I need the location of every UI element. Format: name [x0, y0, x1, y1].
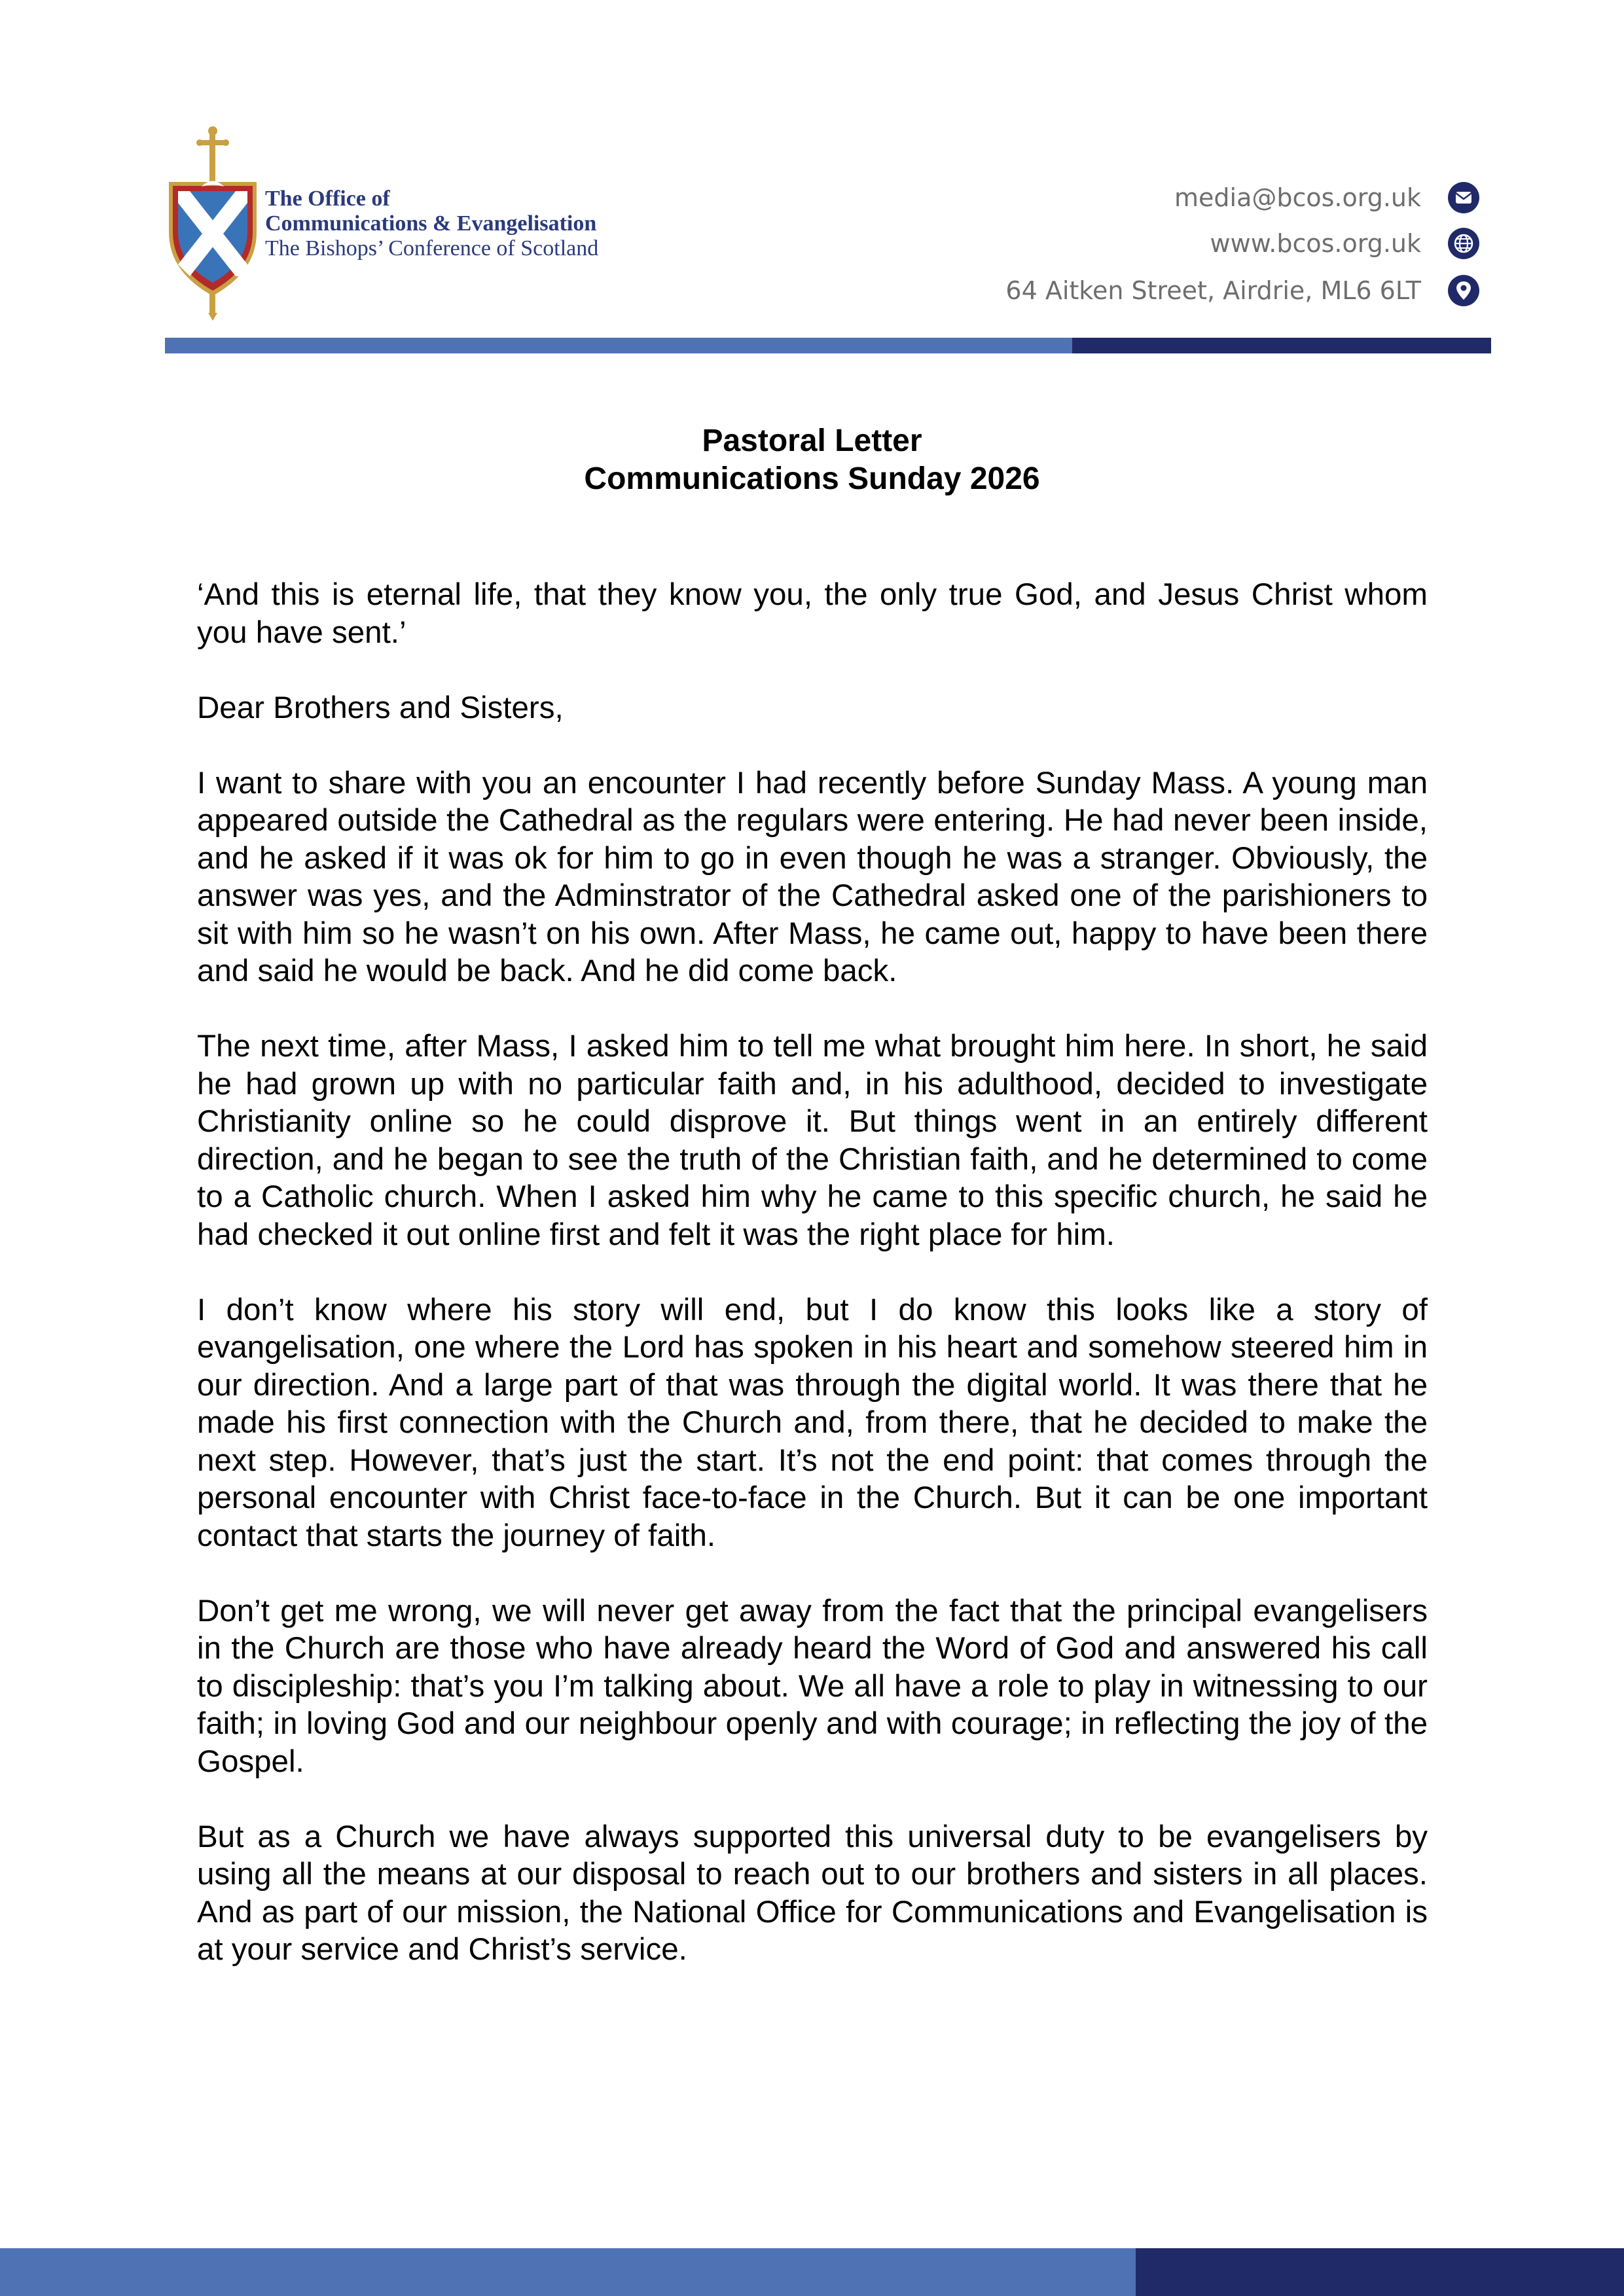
- header-rule-dark: [1072, 338, 1491, 353]
- salutation: Dear Brothers and Sisters,: [197, 690, 564, 725]
- location-pin-icon: [1447, 274, 1480, 307]
- envelope-icon: [1447, 181, 1480, 214]
- paragraph: I don’t know where his story will end, but I do know this looks like a story of evangelisation, one where the Lord has spoken in his heart and somehow steered him in our direction. And a large part of that was through the digital world. It was there that he made his first connection with the Church and, from there, that he decided to make the next step. However, that’s just the start. It’s not the end point: that comes through the personal encounter with Christ face-to-face in the Church. But it can be one important contact that starts the journey of faith.: [197, 1292, 1428, 1553]
- contact-email-row: [1174, 178, 1480, 217]
- scripture-quote: ‘And this is eternal life, that they know you, the only true God, and Jesus Christ whom you have sent.’: [197, 577, 1428, 650]
- paragraph: I want to share with you an encounter I had recently before Sunday Mass. A young man appeared outside the Cathedral as the regulars were entering. He had never been inside, and he asked if it was ok for him to go in even though he was a stranger. Obviously, the answer was yes, and the Adminstrator of the Cathedral asked one of the parishioners to sit with him so he wasn’t on his own. After Mass, he came out, happy to have been there and said he would be back. And he did come back.: [197, 765, 1428, 988]
- globe-icon: [1447, 227, 1480, 260]
- org-name-line3: The Bishops’ Conference of Scotland: [265, 236, 599, 260]
- title-line2: Communications Sunday 2026: [584, 461, 1040, 496]
- org-name-line1: The Office of: [265, 187, 390, 211]
- contact-email[interactable]: media@bcos.org.uk: [1174, 183, 1421, 212]
- crest-icon: [164, 124, 262, 321]
- paragraph: But as a Church we have always supported this universal duty to be evangelisers by using all the means at our disposal to reach out to our brothers and sisters in all places. And as part of our mission, the National Office for Communications and Evangelisation is at your service and Christ’s service.: [197, 1819, 1428, 1967]
- contact-address-row: [1005, 271, 1480, 310]
- footer-band-light: [0, 2248, 1136, 2296]
- paragraph: The next time, after Mass, I asked him to tell me what brought him here. In short, he said he had grown up with no particular faith and, in his adulthood, decided to investigate Christianity online so he could disprove it. But things went in an entirely different direction, and he began to see the truth of the Christian faith, and he determined to come to a Catholic church. When I asked him why he came to this specific church, he said he had checked it out online first and felt it was the right place for him.: [197, 1029, 1428, 1252]
- title-line1: Pastoral Letter: [702, 423, 922, 458]
- document-title: [0, 422, 1624, 498]
- contact-website-row: [1210, 224, 1480, 263]
- letter-body: [197, 576, 1428, 2006]
- contact-website[interactable]: www.bcos.org.uk: [1210, 229, 1421, 258]
- header-rule-light: [165, 338, 1072, 353]
- contact-address: 64 Aitken Street, Airdrie, ML6 6LT: [1005, 276, 1421, 305]
- footer-band-dark: [1136, 2248, 1624, 2296]
- org-name-line2: Communications & Evangelisation: [265, 211, 597, 236]
- paragraph: Don’t get me wrong, we will never get away from the fact that the principal evangelisers in the Church are those who have already heard the Word of God and answered his call to discipleship: that’s you I’m talking about. We all have a role to play in witnessing to our faith; in loving God and our neighbour openly and with courage; in reflecting the joy of the Gospel.: [197, 1593, 1428, 1779]
- organisation-logo: [164, 124, 635, 321]
